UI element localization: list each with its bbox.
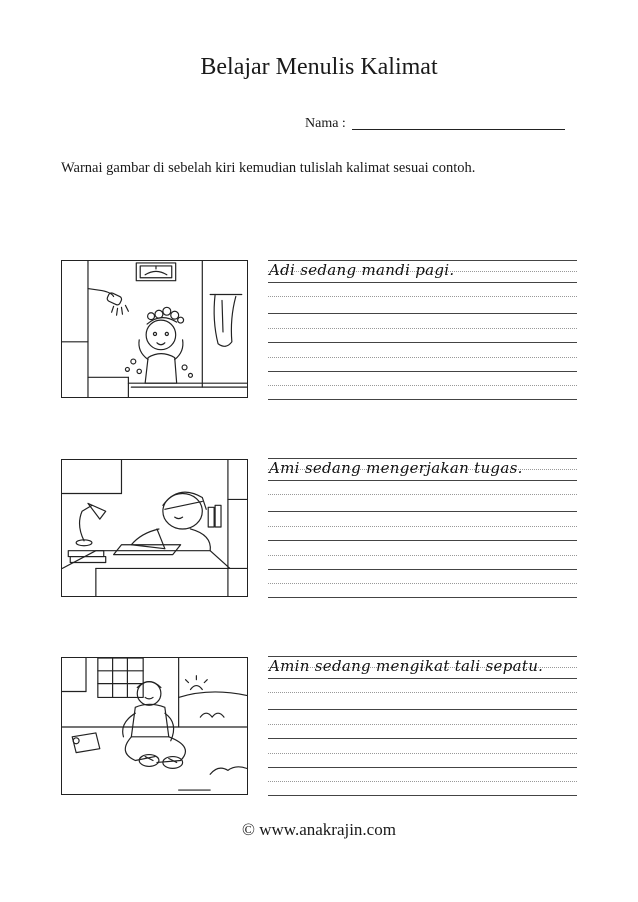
example-sentence: Adi sedang mandi pagi. bbox=[269, 261, 455, 279]
writing-lines-1[interactable] bbox=[268, 258, 577, 400]
rule-line bbox=[268, 753, 577, 754]
example-sentence: Ami sedang mengerjakan tugas. bbox=[269, 459, 523, 477]
rule-line bbox=[268, 767, 577, 768]
rule-line bbox=[268, 494, 577, 495]
example-sentence: Amin sedang mengikat tali sepatu. bbox=[269, 657, 544, 675]
rule-line bbox=[268, 282, 577, 283]
rule-line bbox=[268, 540, 577, 541]
rule-line bbox=[268, 313, 577, 314]
rule-line bbox=[268, 738, 577, 739]
rule-line bbox=[268, 781, 577, 782]
rule-line bbox=[268, 511, 577, 512]
rule-line bbox=[268, 526, 577, 527]
rule-line bbox=[268, 399, 577, 400]
name-write-line[interactable] bbox=[352, 129, 565, 130]
page-title: Belajar Menulis Kalimat bbox=[200, 54, 438, 80]
name-label: Nama : bbox=[305, 116, 346, 131]
rule-line bbox=[268, 597, 577, 598]
rule-line bbox=[268, 357, 577, 358]
rule-line bbox=[268, 709, 577, 710]
writing-lines-2[interactable] bbox=[268, 456, 577, 598]
rule-line bbox=[268, 385, 577, 386]
footer-copyright: © www.anakrajin.com bbox=[242, 820, 396, 839]
instruction-text: Warnai gambar di sebelah kiri kemudian tulislah kalimat sesuai contoh. bbox=[61, 160, 476, 176]
rule-line bbox=[268, 795, 577, 796]
rule-line bbox=[268, 296, 577, 297]
rule-line bbox=[268, 328, 577, 329]
girl-doing-homework-illustration bbox=[61, 459, 248, 597]
rule-line bbox=[268, 678, 577, 679]
rule-line bbox=[268, 555, 577, 556]
rule-line bbox=[268, 583, 577, 584]
writing-lines-3[interactable] bbox=[268, 654, 577, 796]
rule-line bbox=[268, 724, 577, 725]
rule-line bbox=[268, 692, 577, 693]
rule-line bbox=[268, 371, 577, 372]
rule-line bbox=[268, 342, 577, 343]
rule-line bbox=[268, 480, 577, 481]
boy-bathing-illustration bbox=[61, 260, 248, 398]
rule-line bbox=[268, 569, 577, 570]
boy-tying-shoelaces-illustration bbox=[61, 657, 248, 795]
